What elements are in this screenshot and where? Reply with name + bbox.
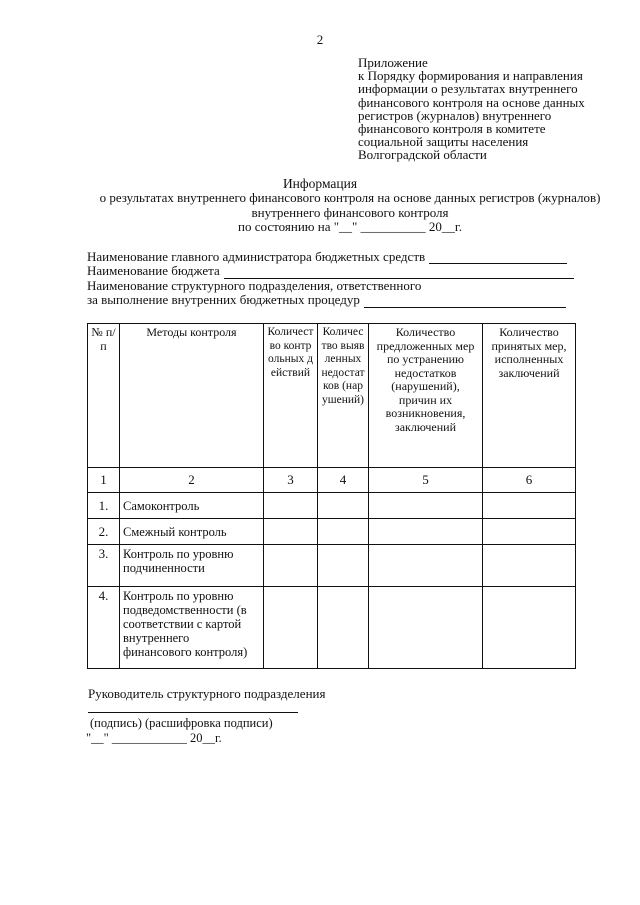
table-row: [88, 493, 576, 519]
appendix-line: Волгоградской области: [358, 147, 487, 163]
header-actions: Количество контрольных действий: [264, 324, 318, 468]
subtitle-line: внутреннего финансового контроля: [251, 204, 449, 220]
row-number: 2.: [88, 519, 120, 545]
cell-empty[interactable]: [483, 519, 576, 545]
field-budget-label: Наименование бюджета: [87, 263, 220, 279]
field-unit-label-2: за выполнение внутренних бюджетных процедур: [87, 292, 360, 308]
row-method: Самоконтроль: [120, 493, 264, 519]
cell-empty[interactable]: [483, 493, 576, 519]
row-number: 4.: [88, 587, 120, 669]
field-unit-cont: [87, 293, 607, 307]
cell-empty[interactable]: [369, 519, 483, 545]
signature-role: Руководитель структурного подразделения: [88, 686, 326, 701]
row-number: 3.: [88, 545, 120, 587]
appendix-line: регистров (журналов) внутреннего: [358, 107, 552, 123]
signature-caption: (подпись) (расшифровка подписи): [90, 716, 273, 730]
row-method: Контроль по уровню подчиненности: [120, 545, 264, 587]
form-fields: [87, 250, 607, 308]
cell-empty[interactable]: [318, 587, 369, 669]
table-row: [88, 519, 576, 545]
field-admin: [87, 250, 607, 264]
appendix-line: социальной защиты населения: [358, 134, 529, 150]
appendix-line: финансового контроля на основе данных: [358, 94, 585, 110]
cell-empty[interactable]: [369, 545, 483, 587]
field-budget: [87, 264, 607, 278]
row-number: 1.: [88, 493, 120, 519]
cell-empty[interactable]: [483, 545, 576, 587]
subtitle-line: по состоянию на "__" __________ 20__г.: [238, 219, 462, 234]
cell-empty[interactable]: [264, 493, 318, 519]
row-method: Смежный контроль: [120, 519, 264, 545]
table-header-row: [88, 324, 576, 468]
table-row: [88, 587, 576, 669]
header-method: Методы контроля: [120, 324, 264, 468]
appendix-line: информации о результатах внутреннего: [358, 81, 578, 97]
signature-line[interactable]: [88, 712, 298, 713]
header-violations: Количество выявленных недостатков (нарушений): [318, 324, 369, 468]
cell-empty[interactable]: [264, 587, 318, 669]
appendix-line: Приложение: [358, 55, 428, 70]
cell-empty[interactable]: [318, 545, 369, 587]
column-number-row: [88, 468, 576, 493]
control-table: [87, 323, 576, 669]
header-accepted: Количество принятых мер, исполненных заключений: [483, 324, 576, 468]
field-unit-line[interactable]: [364, 296, 566, 308]
header-num: № п/п: [88, 324, 120, 468]
document-title: Информация: [282, 176, 358, 191]
subtitle-line: о результатах внутреннего финансового контроля на основе данных регистров (журналов): [99, 190, 601, 205]
appendix-line: к Порядку формирования и направления: [358, 68, 583, 84]
cell-empty[interactable]: [318, 519, 369, 545]
cell-empty[interactable]: [369, 587, 483, 669]
col-number: 3: [264, 468, 318, 493]
field-admin-label: Наименование главного администратора бюджетных средств: [87, 249, 426, 264]
col-number: 4: [318, 468, 369, 493]
page-number: 2: [316, 32, 324, 47]
cell-empty[interactable]: [483, 587, 576, 669]
col-number: 1: [88, 468, 120, 493]
field-admin-line[interactable]: [429, 252, 567, 264]
col-number: 2: [120, 468, 264, 493]
cell-empty[interactable]: [369, 493, 483, 519]
document-subtitle: [60, 191, 640, 235]
col-number: 6: [483, 468, 576, 493]
cell-empty[interactable]: [264, 519, 318, 545]
field-budget-line[interactable]: [224, 267, 574, 279]
col-number: 5: [369, 468, 483, 493]
cell-empty[interactable]: [264, 545, 318, 587]
appendix-block: [358, 56, 628, 162]
field-unit: [87, 279, 607, 293]
table-row: [88, 545, 576, 587]
header-proposed: Количество предложенных мер по устранению недостатков (нарушений), причин их возникновения, заключений: [369, 324, 483, 468]
cell-empty[interactable]: [318, 493, 369, 519]
field-unit-label-1: Наименование структурного подразделения, ответственного: [87, 277, 422, 293]
appendix-line: финансового контроля в комитете: [358, 121, 546, 137]
signature-date: "__" ____________ 20__г.: [86, 731, 222, 745]
row-method: Контроль по уровню подведомственности (в соответствии с картой внутреннего финансового контроля): [120, 587, 264, 669]
